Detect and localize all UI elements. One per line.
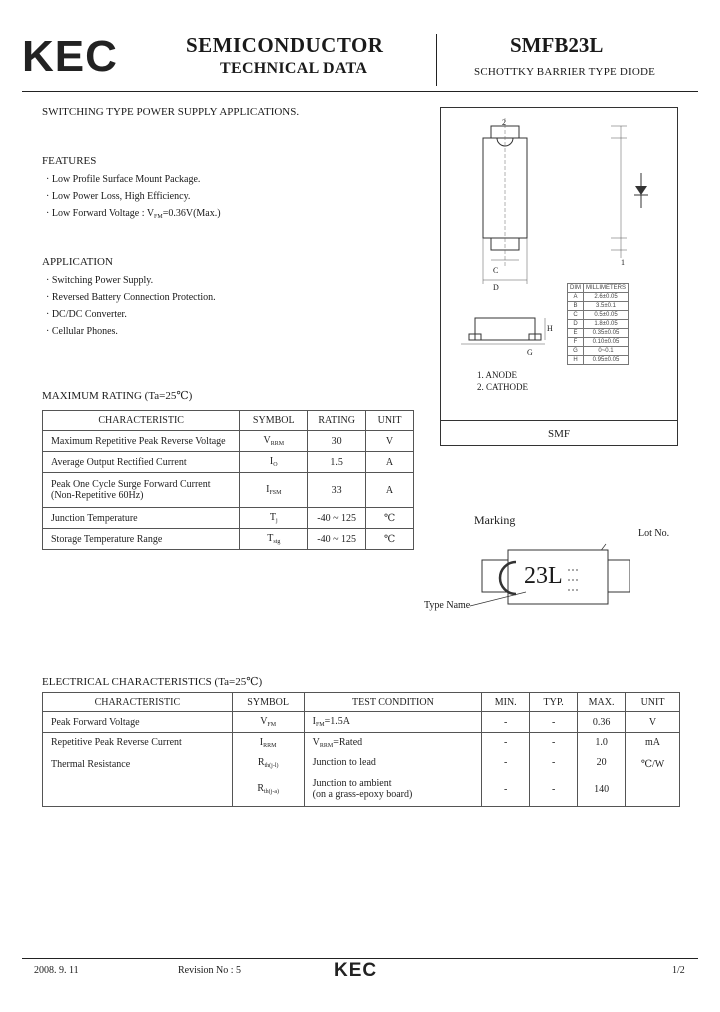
lot-number-label: Lot No.: [638, 528, 670, 539]
table-row: Peak Forward Voltage $V_{FM}$ $I_{FM}=1.5A$ - - 0.36 V: [43, 712, 680, 733]
marking-heading: Marking: [474, 513, 516, 527]
footer-date: 2008. 9. 11: [34, 965, 79, 976]
dim-label-g: G: [527, 348, 533, 357]
application-heading: APPLICATION: [42, 256, 113, 268]
electrical-table: [42, 692, 680, 807]
table-row: Thermal Resistance $R_{th(j-l)}$ Junction to lead - - 20 ℃/W: [43, 753, 680, 773]
dimension-table: DIM MILLIMETERS A 2.6±0.05 B 3.5±0.1 C 0.5±0.05 D 1.8±0.05 E 0.35±0.05 F 0.10±0.05 G 0~0.1 H 0.95±0.05: [567, 283, 629, 365]
header-divider: [436, 34, 437, 86]
application-item: · DC/DC Converter.: [46, 309, 127, 320]
dim-label-pin1: 1: [621, 258, 625, 267]
features-heading: FEATURES: [42, 155, 97, 167]
th-symbol: SYMBOL: [232, 693, 304, 712]
pin1-label: 1. ANODE: [477, 370, 517, 380]
max-rating-table: [42, 410, 414, 550]
marking-code: 23L: [524, 563, 563, 589]
part-number: SMFB23L: [510, 33, 604, 57]
features-list: [46, 171, 221, 222]
footer-kec-logo: KEC: [334, 960, 378, 981]
table-row: Peak One Cycle Surge Forward Current (Non-Repetitive 60Hz) $I_{FSM}$ 33 A: [43, 473, 414, 508]
part-description: SCHOTTKY BARRIER TYPE DIODE: [474, 66, 656, 78]
th-characteristic: CHARACTERISTIC: [43, 411, 240, 431]
header-rule: [22, 91, 698, 92]
package-drawing-box: [440, 107, 678, 446]
th-unit: UNIT: [366, 411, 414, 431]
footer-page: 1/2: [672, 965, 685, 976]
dim-label-d: D: [493, 283, 499, 292]
package-name-divider: [441, 420, 677, 421]
th-test-condition: TEST CONDITION: [304, 693, 482, 712]
pin2-label: 2. CATHODE: [477, 382, 528, 392]
th-min: MIN.: [482, 693, 530, 712]
kec-logo: KEC: [22, 32, 118, 81]
package-name: SMF: [547, 428, 571, 440]
application-item: · Switching Power Supply.: [46, 275, 154, 286]
footer-revision: Revision No : 5: [178, 965, 242, 976]
electrical-heading: ELECTRICAL CHARACTERISTICS (Ta=25℃): [42, 676, 263, 688]
header-subtitle: TECHNICAL DATA: [220, 60, 368, 77]
application-list: [46, 272, 216, 340]
feature-item: · Low Power Loss, High Efficiency.: [46, 191, 191, 202]
feature-item: · Low Profile Surface Mount Package.: [46, 174, 201, 185]
header-title: SEMICONDUCTOR: [186, 33, 384, 57]
table-row: Storage Temperature Range $T_{stg}$ -40 ~ 125 ℃: [43, 529, 414, 550]
application-title: SWITCHING TYPE POWER SUPPLY APPLICATIONS.: [42, 106, 300, 118]
table-row: $R_{th(j-a)}$ Junction to ambient (on a grass-epoxy board) - - 140: [43, 773, 680, 807]
max-rating-heading: MAXIMUM RATING (Ta=25℃): [42, 390, 193, 402]
th-typ: TYP.: [530, 693, 578, 712]
application-item: · Cellular Phones.: [46, 326, 118, 337]
th-unit: UNIT: [626, 693, 680, 712]
dim-label-pin2: 2: [502, 118, 506, 127]
table-row: Junction Temperature $T_j$ -40 ~ 125 ℃: [43, 508, 414, 529]
dim-label-h: H: [547, 324, 553, 333]
th-max: MAX.: [578, 693, 626, 712]
footer-rule: [22, 958, 698, 959]
table-row: Average Output Rectified Current $I_O$ 1.5 A: [43, 452, 414, 473]
table-row: Maximum Repetitive Peak Reverse Voltage $V_{RRM}$ 30 V: [43, 431, 414, 452]
type-name-label: Type Name: [424, 600, 471, 611]
th-rating: RATING: [308, 411, 366, 431]
feature-item: · Low Forward Voltage : $V_{FM}=0.36V(Max.)$: [46, 208, 221, 220]
dim-label-c: C: [493, 266, 499, 275]
th-symbol: SYMBOL: [240, 411, 308, 431]
table-row: Repetitive Peak Reverse Current $I_{RRM}$ $V_{RRM}=Rated$ - - 1.0 mA: [43, 733, 680, 753]
application-item: · Reversed Battery Connection Protection.: [46, 292, 216, 303]
th-characteristic: CHARACTERISTIC: [43, 693, 233, 712]
